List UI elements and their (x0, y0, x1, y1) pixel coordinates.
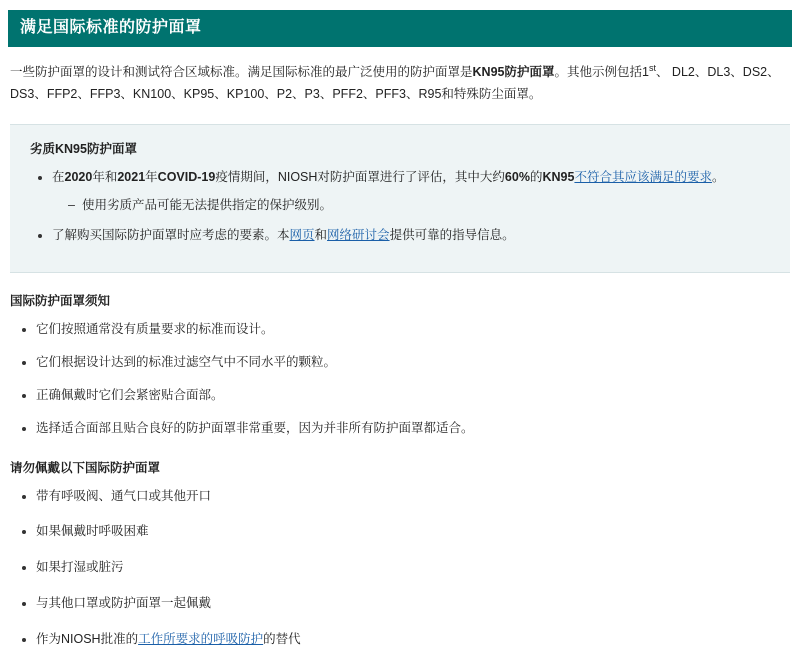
section-international-respirator-notice (10, 291, 790, 440)
donot-last-text-after: 的替代 (263, 632, 301, 647)
list-item: 如果佩戴时呼吸困难 (36, 521, 790, 543)
callout-item2-text-after: 提供可靠的指导信息。 (389, 228, 515, 243)
callout-item2-mid: 和 (314, 228, 328, 243)
list-item: 选择适合面部且贴合良好的防护面罩非常重要，因为并非所有防护面罩都适合。 (36, 418, 790, 440)
callout-item1-bold-kn95: KN95 (542, 170, 575, 185)
section-notice-title: 国际防护面罩须知 (10, 294, 111, 309)
link-webpage[interactable]: 网页 (289, 228, 315, 243)
callout-title: 劣质KN95防护面罩 (30, 142, 137, 157)
intro-text-part1: 一些防护面罩的设计和测试符合区域标准。满足国际标准的最广泛使用的防护面罩是 (10, 65, 473, 80)
callout-item1-mid1: 年和 (92, 170, 118, 185)
section-do-not-wear (10, 458, 790, 651)
intro-superscript: st (648, 63, 656, 74)
link-requirements-not-met[interactable]: 不符合其应该满足的要求 (574, 170, 712, 185)
callout-item1-text-after: 。 (711, 170, 725, 185)
section-donot-title: 请勿佩戴以下国际防护面罩 (10, 460, 161, 475)
callout-item1-bold-2020: 2020 (64, 170, 93, 185)
intro-text-part3: 、 DL2、DL3、DS2、DS3、FFP2、FFP3、KN100、KP95、KP100、P2、P3、PFF2、PFF3、R95和特殊防尘面罩。 (10, 65, 780, 102)
list-item: 它们按照通常没有质量要求的标准而设计。 (36, 319, 790, 341)
donot-last-text-before: 作为NIOSH批准的 (36, 632, 139, 647)
list-item: 带有呼吸阀、通气口或其他开口 (36, 486, 790, 508)
callout-item1-mid4: 的 (529, 170, 543, 185)
list-item: 如果打湿或脏污 (36, 557, 790, 579)
callout-bullet-list (26, 167, 774, 247)
callout-item1-text-before: 在 (52, 170, 65, 185)
intro-paragraph (10, 61, 790, 106)
callout-item1-bold-2021: 2021 (117, 170, 146, 185)
callout-item1-bold-covid19: COVID-19 (157, 170, 216, 185)
section-donot-list (10, 486, 790, 651)
section-notice-list (10, 319, 790, 440)
list-item: 与其他口罩或防护面罩一起佩戴 (36, 593, 790, 615)
list-item: 正确佩戴时它们会紧密贴合面部。 (36, 385, 790, 407)
callout-item1-mid2: 年 (145, 170, 158, 185)
callout-box-substandard-kn95 (10, 124, 790, 273)
link-workplace-respiratory-protection[interactable]: 工作所要求的呼吸防护 (138, 632, 264, 647)
list-item-with-link (36, 629, 790, 651)
callout-item2-text-before: 了解购买国际防护面罩时应考虑的要素。本 (52, 228, 290, 243)
page-banner (8, 10, 792, 47)
callout-bullet-item-1 (52, 167, 774, 216)
callout-subitem-1: – 使用劣质产品可能无法提供指定的保护级别。 (82, 195, 774, 216)
link-webinar[interactable]: 网络研讨会 (327, 228, 390, 243)
document-page (0, 10, 800, 647)
intro-bold-kn95: KN95防护面罩 (472, 65, 555, 80)
callout-item1-mid3: 疫情期间，NIOSH对防护面罩进行了评估，其中大约 (215, 170, 505, 185)
callout-item1-bold-percent: 60% (504, 170, 530, 185)
list-item: 它们根据设计达到的标准过滤空气中不同水平的颗粒。 (36, 352, 790, 374)
callout-bullet-item-2 (52, 225, 774, 247)
callout-subitem-list (52, 195, 774, 216)
page-title: 满足国际标准的防护面罩 (20, 19, 202, 36)
intro-text-part2: 。其他示例包括1 (554, 65, 649, 80)
